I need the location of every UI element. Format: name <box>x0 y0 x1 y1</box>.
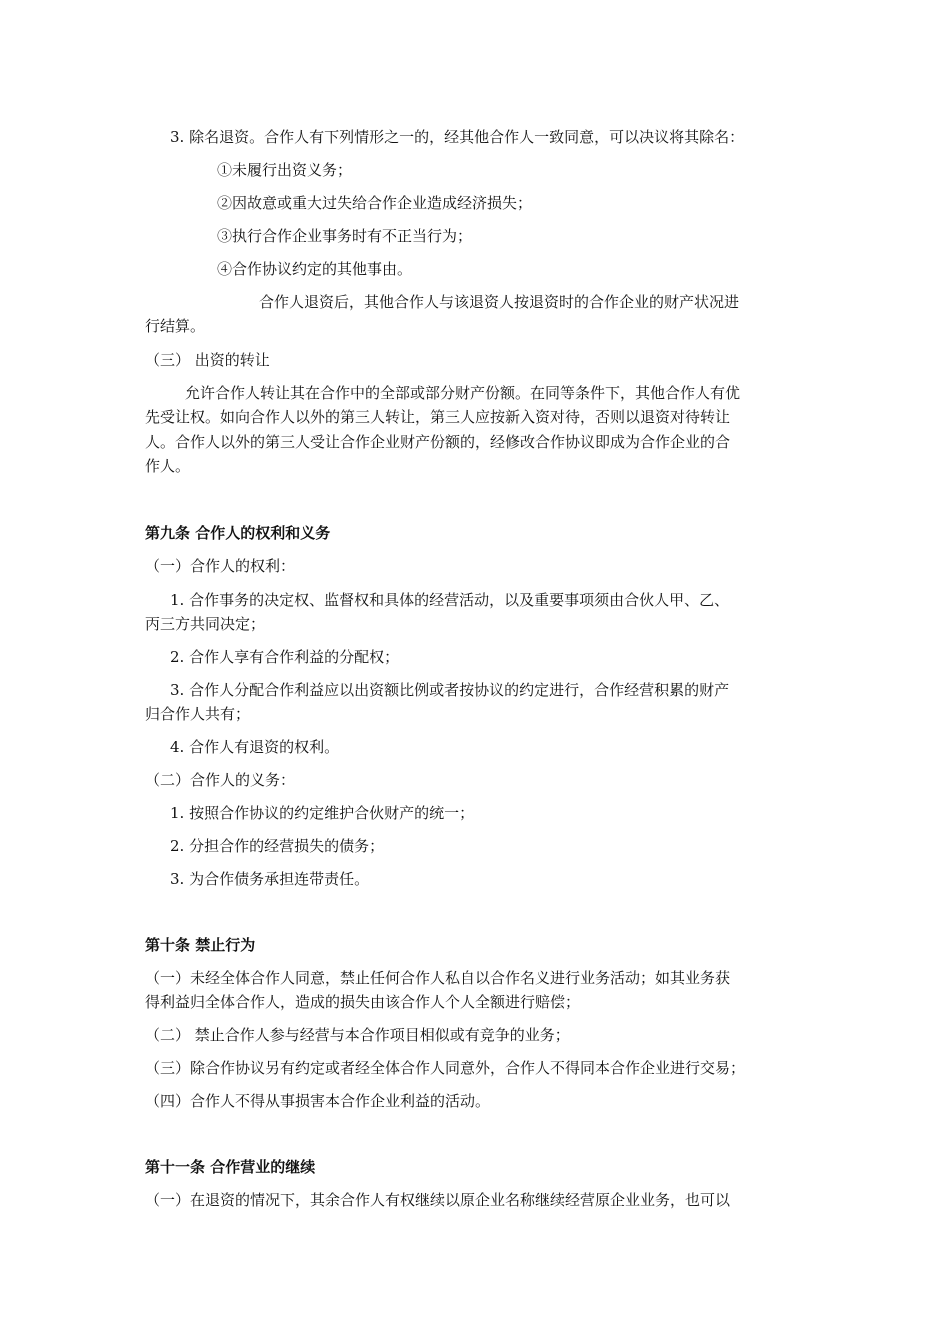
article-10-title: 第十条 禁止行为 <box>145 936 256 954</box>
expel-item-3: ③执行合作企业事务时有不正当行为； <box>217 227 473 245</box>
right-3-line-1: 3. 合作人分配合作利益应以出资额比例或者按协议的约定进行，合作经营积累的财产 <box>170 681 730 699</box>
duty-1: 1. 按照合作协议的约定维护合伙财产的统一； <box>170 804 475 822</box>
right-1-line-2: 丙三方共同决定； <box>145 615 266 633</box>
duty-3: 3. 为合作债务承担连带责任。 <box>170 870 370 888</box>
article-11-title: 第十一条 合作营业的继续 <box>145 1158 316 1176</box>
expel-intro: 3. 除名退资。合作人有下列情形之一的，经其他合作人一致同意，可以决议将其除名： <box>170 128 745 146</box>
continuation-1: （一）在退资的情况下，其余合作人有权继续以原企业名称继续经营原企业业务，也可以 <box>145 1191 731 1209</box>
prohibition-2: （二） 禁止合作人参与经营与本合作项目相似或有竞争的业务； <box>145 1026 570 1044</box>
article-9-title: 第九条 合作人的权利和义务 <box>145 524 331 542</box>
expel-item-1: ①未履行出资义务； <box>217 161 353 179</box>
right-4: 4. 合作人有退资的权利。 <box>170 738 340 756</box>
prohibition-4: （四）合作人不得从事损害本合作企业利益的活动。 <box>145 1092 491 1110</box>
expel-item-2: ②因故意或重大过失给合作企业造成经济损失； <box>217 194 533 212</box>
expel-item-4: ④合作协议约定的其他事由。 <box>217 260 413 278</box>
rights-heading: （一）合作人的权利： <box>145 557 296 575</box>
right-2: 2. 合作人享有合作利益的分配权； <box>170 648 400 666</box>
transfer-heading: （三） 出资的转让 <box>145 351 270 369</box>
settlement-line-2: 行结算。 <box>145 317 206 335</box>
prohibition-3: （三）除合作协议另有约定或者经全体合作人同意外，合作人不得同本合作企业进行交易； <box>145 1059 746 1077</box>
duty-2: 2. 分担合作的经营损失的债务； <box>170 837 385 855</box>
settlement-line-1: 合作人退资后，其他合作人与该退资人按退资时的合作企业的财产状况进 <box>259 293 740 311</box>
duties-heading: （二）合作人的义务： <box>145 771 296 789</box>
prohibition-1-line-1: （一）未经全体合作人同意，禁止任何合作人私自以合作名义进行业务活动；如其业务获 <box>145 969 731 987</box>
transfer-line-4: 作人。 <box>145 457 191 475</box>
transfer-line-2: 先受让权。如向合作人以外的第三人转让，第三人应按新入资对待，否则以退资对待转让 <box>145 408 731 426</box>
right-3-line-2: 归合作人共有； <box>145 705 251 723</box>
transfer-line-1: 允许合作人转让其在合作中的全部或部分财产份额。在同等条件下，其他合作人有优 <box>185 384 741 402</box>
prohibition-1-line-2: 得利益归全体合作人，造成的损失由该合作人个人全额进行赔偿； <box>145 993 581 1011</box>
transfer-line-3: 人。合作人以外的第三人受让合作企业财产份额的，经修改合作协议即成为合作企业的合 <box>145 433 731 451</box>
right-1-line-1: 1. 合作事务的决定权、监督权和具体的经营活动，以及重要事项须由合伙人甲、乙、 <box>170 591 730 609</box>
